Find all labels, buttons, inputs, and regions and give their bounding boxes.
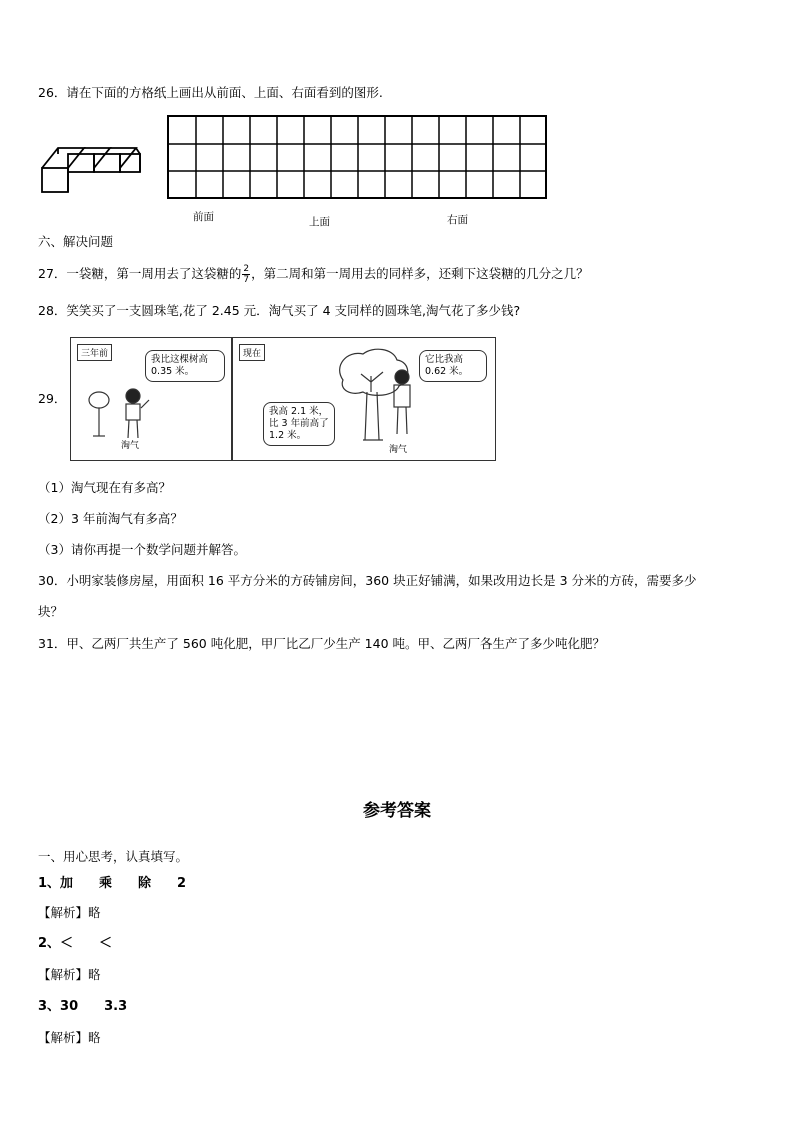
- answer-1-note: 【解析】略: [38, 905, 101, 920]
- cube-figure: [40, 134, 144, 194]
- answers-section1: 一、用心思考，认真填写。: [38, 849, 189, 864]
- boy-icon: [389, 368, 415, 440]
- answers-title: 参考答案: [363, 801, 431, 821]
- panel-right-bubble-tree: 它比我高 0.62 米。: [419, 350, 487, 382]
- answer-2: 2、＜ ＜: [38, 936, 113, 951]
- answer-1: 1、加 乘 除 2: [38, 876, 187, 891]
- q27-before: 27．一袋糖，第一周用去了这袋糖的: [38, 266, 242, 281]
- q31-text: 31．甲、乙两厂共生产了 560 吨化肥，甲厂比乙厂少生产 140 吨。甲、乙两厂各生产了多少吨化肥？: [38, 636, 606, 651]
- panel-right-tag: 现在: [239, 344, 265, 361]
- comic-figure: [70, 337, 496, 461]
- graph-paper-grid[interactable]: [167, 115, 547, 199]
- q30-line1: 30．小明家装修房屋，用面积 16 平方分米的方砖铺房间，360 块正好铺满，如果改用边长是 3 分米的方砖，需要多少: [38, 573, 697, 588]
- fraction: [242, 264, 250, 285]
- q27-after: ，第二周和第一周用去的同样多，还剩下这袋糖的几分之几？: [251, 266, 589, 281]
- answer-2-note: 【解析】略: [38, 967, 101, 982]
- fraction-numerator: 2: [243, 264, 250, 274]
- q28-text: 28．笑笑买了一支圆珠笔,花了 2.45 元．淘气买了 4 支同样的圆珠笔,淘气花了多少钱?: [38, 303, 521, 318]
- q27-text: [38, 264, 589, 285]
- answer-3: 3、30 3.3: [38, 999, 128, 1014]
- q29-number: 29．: [38, 391, 67, 406]
- panel-left-name: 淘气: [121, 441, 140, 451]
- q29-sub1: （1）淘气现在有多高？: [38, 480, 171, 495]
- panel-divider: [231, 338, 233, 460]
- panel-left-bubble: 我比这棵树高 0.35 米。: [145, 350, 225, 382]
- small-tree-and-boy-icon: [85, 386, 155, 446]
- q29-sub3: （3）请你再提一个数学问题并解答。: [38, 542, 246, 557]
- label-top: 上面: [309, 216, 330, 228]
- q29-sub2: （2）3 年前淘气有多高？: [38, 511, 183, 526]
- panel-left-tag: 三年前: [77, 344, 112, 361]
- answer-3-note: 【解析】略: [38, 1030, 101, 1045]
- label-right: 右面: [447, 214, 468, 226]
- section-heading: 六、解决问题: [38, 234, 114, 249]
- panel-right-bubble-boy: 我高 2.1 米，比 3 年前高了 1.2 米。: [263, 402, 335, 446]
- q30-line2: 块？: [38, 604, 64, 619]
- label-front: 前面: [193, 211, 214, 223]
- fraction-denominator: 7: [243, 275, 250, 285]
- panel-right-name: 淘气: [389, 445, 408, 455]
- q26-text: 26．请在下面的方格纸上画出从前面、上面、右面看到的图形.: [38, 85, 383, 100]
